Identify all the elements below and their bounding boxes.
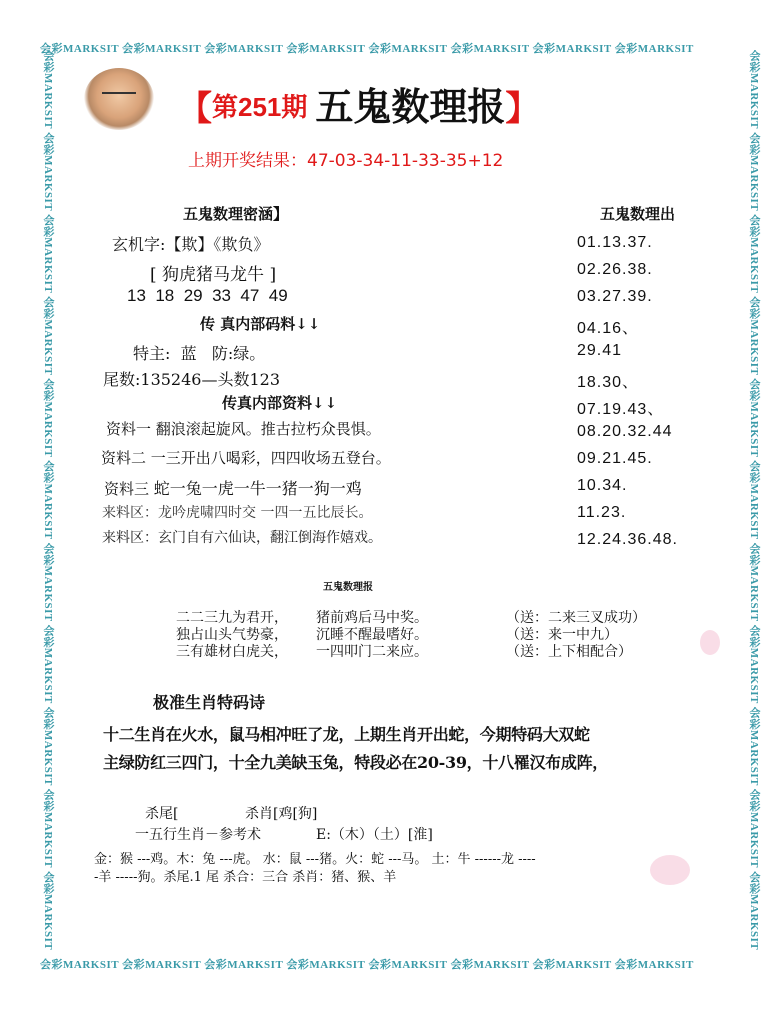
- number-list: 13 18 29 33 47 49: [127, 286, 288, 305]
- special-poem-heading: 极准生肖特码诗: [153, 693, 266, 712]
- border-watermark-left: 会彩MARKSIT 会彩MARKSIT 会彩MARKSIT 会彩MARKSIT 会彩MARKSIT 会彩MARKSIT 会彩MARKSIT 会彩MARKSIT 会彩MARKSIT 会彩MARKSIT 会彩MARKSIT: [42, 50, 54, 951]
- poem-cell: （送：上下相配合）: [506, 644, 632, 660]
- special-poem-line-1: 十二生肖在火水，鼠马相冲旺了龙，上期生肖开出蛇，今期特码大双蛇: [103, 725, 590, 744]
- portrait-photo: [84, 68, 154, 130]
- bracket-open: 【: [178, 89, 212, 129]
- five-elements-heading: 一五行生肖－参考术: [135, 827, 261, 843]
- info-3: 资料三 蛇一兔一虎一牛一猪一狗一鸡: [104, 479, 362, 498]
- ink-stamp: [700, 630, 720, 655]
- poem-cell: （送：二来三叉成功）: [506, 610, 646, 626]
- border-watermark-top: 会彩MARKSIT 会彩MARKSIT 会彩MARKSIT 会彩MARKSIT 会彩MARKSIT 会彩MARKSIT 会彩MARKSIT 会彩MARKSIT: [40, 43, 694, 55]
- last-draw-result: 上期开奖结果：47-03-34-11-33-35+12: [188, 151, 504, 171]
- number-group-item: 29.41: [577, 342, 623, 359]
- poem-row: [176, 610, 686, 627]
- source-1: 来料区：龙吟虎啸四时交 一四一五比辰长。: [102, 505, 373, 521]
- tail-numbers: 尾数:135246—头数123: [103, 370, 281, 389]
- page-title: [178, 76, 539, 131]
- number-group-item: 18.30、: [577, 374, 640, 391]
- poem-cell: 猪前鸡后马中奖。: [316, 610, 428, 626]
- info-2: 资料二 一三开出八喝彩，四四收场五登台。: [101, 449, 391, 467]
- title-text: 五鬼数理报: [315, 84, 506, 129]
- number-group-item: 10.34.: [577, 477, 628, 494]
- five-elements-line-1: 金：猴 ---鸡。木：兔 ---虎。 水：鼠 ---猪。火：蛇 ---马。 土：牛 ------龙 ----: [94, 852, 536, 867]
- special-poem-line-2: 主绿防红三四门，十全九美缺玉兔，特段必在20-39，十八罹汉布成阵，: [103, 753, 608, 772]
- fax-heading-1: 传 真内部码料↓↓: [200, 315, 321, 333]
- poem-cell: 二二三九为君开，: [176, 610, 288, 626]
- number-groups-list: [577, 234, 678, 558]
- number-group-item: 02.26.38.: [577, 261, 653, 278]
- zodiac-list: [ 狗虎猪马龙牛 ]: [150, 265, 277, 285]
- number-group-item: 07.19.43、: [577, 401, 665, 418]
- fax-heading-2: 传真内部资料↓↓: [222, 394, 338, 412]
- number-group-item: 11.23.: [577, 504, 627, 521]
- kill-zodiac: 杀肖[鸡[狗]: [245, 806, 318, 822]
- source-2: 来料区：玄门自有六仙诀，翻江倒海作嬉戏。: [102, 530, 382, 546]
- border-watermark-right: 会彩MARKSIT 会彩MARKSIT 会彩MARKSIT 会彩MARKSIT 会彩MARKSIT 会彩MARKSIT 会彩MARKSIT 会彩MARKSIT 会彩MARKSIT 会彩MARKSIT 会彩MARKSIT: [748, 50, 760, 951]
- poem-block: [176, 610, 686, 661]
- number-group-item: 09.21.45.: [577, 450, 653, 467]
- issue-number: 第251期: [212, 92, 308, 122]
- bracket-close: 】: [505, 89, 540, 129]
- right-heading: 五鬼数理出: [600, 205, 676, 223]
- poem-heading: 五鬼数理报: [323, 582, 373, 593]
- number-group-item: 12.24.36.48.: [577, 531, 678, 548]
- poem-cell: 一四叩门二来应。: [316, 644, 428, 660]
- five-elements-note: E:（木）（土）[淮]: [316, 827, 433, 843]
- border-watermark-bottom: 会彩MARKSIT 会彩MARKSIT 会彩MARKSIT 会彩MARKSIT 会彩MARKSIT 会彩MARKSIT 会彩MARKSIT 会彩MARKSIT: [40, 959, 694, 971]
- section-heading: 五鬼数理密涵】: [183, 205, 289, 223]
- poem-row: [176, 644, 686, 661]
- poem-cell: 沉睡不醒最嗜好。: [316, 627, 428, 643]
- number-group-item: 03.27.39.: [577, 288, 653, 305]
- color-tip: 特主: 蓝 防:绿。: [133, 344, 266, 363]
- number-group-item: 08.20.32.44: [577, 423, 673, 440]
- poem-cell: 独占山头气势豪，: [176, 627, 288, 643]
- ink-stamp: [650, 855, 690, 885]
- mystery-word: 玄机字:【欺】《欺负》: [112, 235, 270, 254]
- poem-cell: （送：来一中九）: [506, 627, 618, 643]
- poem-row: [176, 627, 686, 644]
- info-1: 资料一 翻浪滚起旋风。推古拉朽众畏惧。: [106, 420, 381, 438]
- number-group-item: 01.13.37.: [577, 234, 653, 251]
- kill-tail: 杀尾[: [145, 806, 179, 822]
- five-elements-line-2: -羊 -----狗。杀尾.1 尾 杀合：三合 杀肖：猪、猴、羊: [94, 870, 397, 885]
- poem-cell: 三有雄材白虎关，: [176, 644, 288, 660]
- number-group-item: 04.16、: [577, 320, 640, 337]
